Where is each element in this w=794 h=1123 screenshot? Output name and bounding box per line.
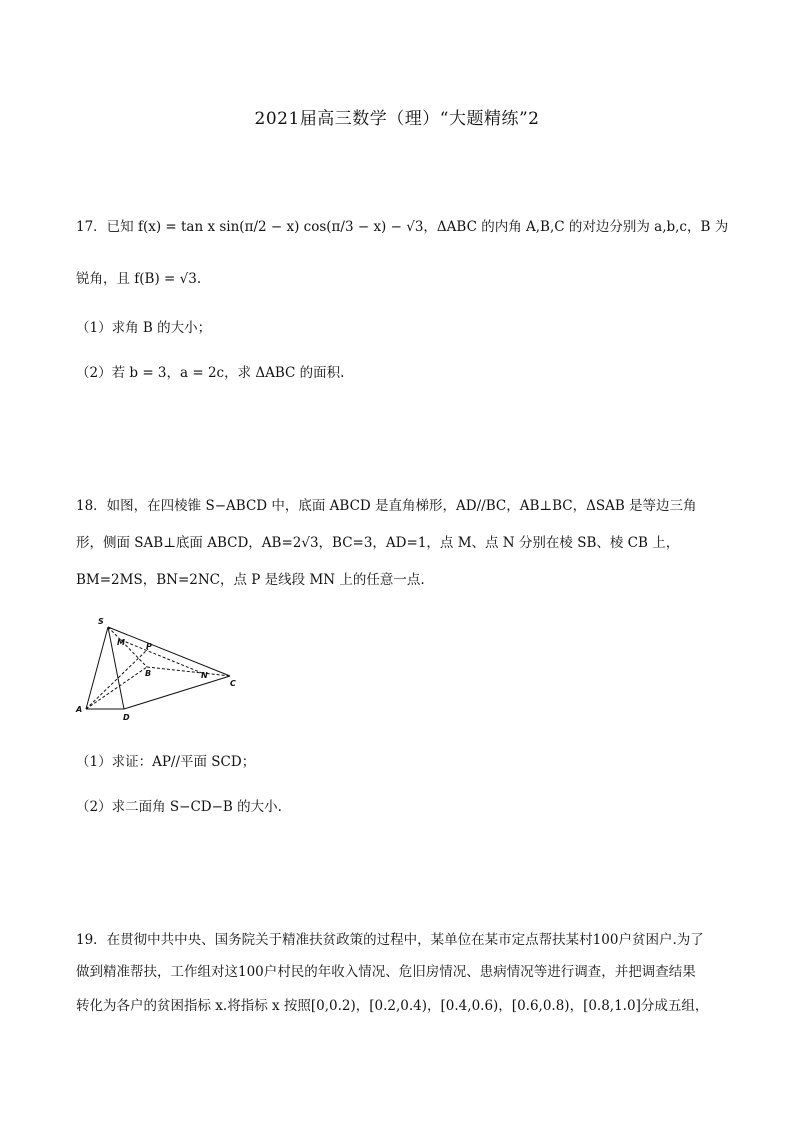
label-B: B	[145, 669, 152, 678]
segment-MN	[121, 640, 202, 673]
label-N: N	[201, 671, 208, 680]
q17-part2: （2）若 b = 3，a = 2c，求 ΔABC 的面积.	[76, 365, 345, 381]
q19-statement-line2: 做到精准帮扶，工作组对这100户村民的年收入情况、危旧房情况、患病情况等进行调查，并把调查结果	[76, 964, 696, 980]
label-A: A	[76, 705, 83, 714]
q18-statement-line1: 18．如图，在四棱锥 S−ABCD 中，底面 ABCD 是直角梯形，AD//BC，AB⊥BC，ΔSAB 是等边三角	[76, 498, 697, 514]
q18-statement-line3: BM=2MS，BN=2NC，点 P 是线段 MN 上的任意一点.	[76, 572, 425, 588]
pyramid-figure	[72, 612, 240, 722]
label-P: P	[146, 642, 152, 651]
edge-SB	[108, 627, 147, 667]
segment-AP	[86, 649, 148, 709]
label-C: C	[230, 679, 236, 688]
q18-part1: （1）求证：AP//平面 SCD；	[76, 754, 256, 770]
q17-statement-line2: 锐角，且 f(B) = √3.	[76, 271, 202, 287]
q19-statement-line3: 转化为各户的贫困指标 x.将指标 x 按照[0,0.2)，[0.2,0.4)，[0.4,0.6)，[0.6,0.8)，[0.8,1.0]分成五组，	[76, 998, 709, 1014]
q17-part1: （1）求角 B 的大小；	[76, 320, 212, 336]
q18-statement-line2: 形，侧面 SAB⊥底面 ABCD，AB=2√3，BC=3，AD=1，点 M、点 N 分别在棱 SB、棱 CB 上，	[76, 535, 680, 551]
label-S: S	[98, 617, 104, 626]
q19-statement-line1: 19．在贯彻中共中央、国务院关于精准扶贫政策的过程中，某单位在某市定点帮扶某村100户贫困户.为了	[76, 932, 704, 948]
q17-statement-line1: 17．已知 f(x) = tan x sin(π/2 − x) cos(π/3 − x) − √3，ΔABC 的内角 A,B,C 的对边分别为 a,b,c，B 为	[76, 219, 729, 235]
label-D: D	[123, 713, 130, 722]
pyramid-diagram	[72, 612, 240, 722]
edge-DC	[124, 676, 230, 709]
edge-SC	[108, 627, 230, 676]
page-title: 2021届高三数学（理）“大题精练”2	[254, 109, 540, 129]
q18-part2: （2）求二面角 S−CD−B 的大小.	[76, 799, 282, 815]
label-M: M	[117, 638, 125, 647]
